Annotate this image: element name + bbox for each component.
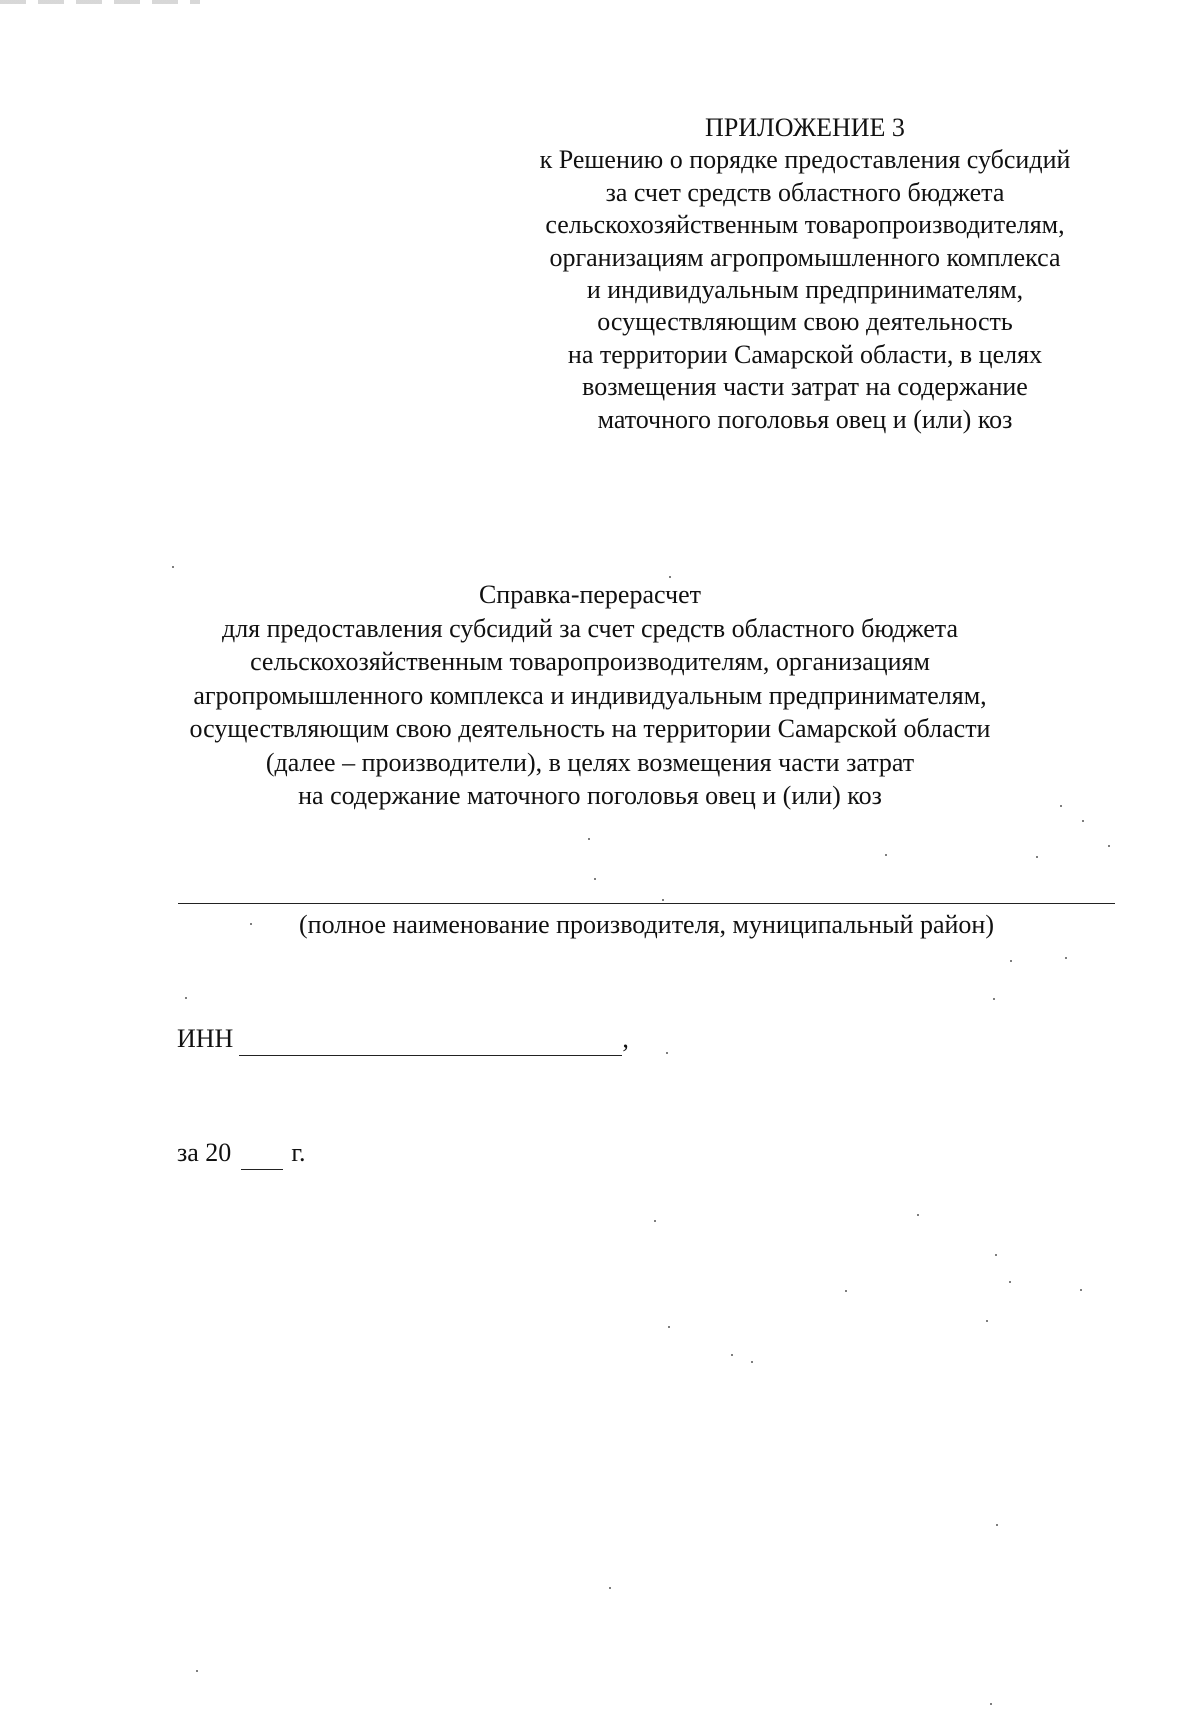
certificate-heading [150,578,1030,813]
scan-speck [172,566,174,568]
certificate-title: Справка-перерасчет [478,580,702,609]
scan-speck [666,1052,668,1054]
certificate-line: для предоставления субсидий за счет средств областного бюджета [221,613,959,643]
year-blank[interactable] [241,1145,283,1170]
scan-speck [751,1361,753,1363]
scan-speck [731,1354,733,1356]
year-prefix: за 20 [177,1138,232,1167]
scan-speck [995,1254,997,1256]
scan-speck [662,899,664,901]
certificate-line: сельскохозяйственным товаропроизводителям, организациям [250,647,930,676]
certificate-line: осуществляющим свою деятельность на территории Самарской области [189,714,991,743]
certificate-line: (далее – производители), в целях возмещения части затрат [265,747,915,777]
scan-speck [1108,845,1110,847]
scan-speck [1009,1281,1011,1283]
scan-speck [917,1214,919,1216]
scan-speck [609,1587,611,1589]
inn-blank[interactable] [239,1031,622,1056]
appendix-line: на территории Самарской области, в целях [567,339,1043,369]
scan-speck [588,838,590,840]
scan-speck [1060,805,1062,807]
scan-speck [986,1320,988,1322]
scan-speck [1065,957,1067,959]
scan-speck [250,923,252,925]
scan-speck [1082,820,1084,822]
appendix-line: осуществляющим свою деятельность [597,307,1013,337]
appendix-title: ПРИЛОЖЕНИЕ 3 [705,113,905,142]
scan-speck [1080,1289,1082,1291]
appendix-line: к Решению о порядке предоставления субсидий [539,145,1071,175]
scan-speck [185,997,187,999]
year-suffix: г. [291,1138,306,1167]
appendix-line: маточного поголовья овец и (или) коз [597,404,1013,434]
scan-speck [845,1290,847,1292]
scan-speck [668,1326,670,1328]
scan-speck [594,878,596,880]
appendix-line: организациям агропромышленного комплекса [549,242,1061,272]
appendix-line: и индивидуальным предпринимателям, [586,275,1024,305]
producer-name-caption: (полное наименование производителя, муниципальный район) [299,910,994,939]
appendix-header [505,112,1105,436]
certificate-line: агропромышленного комплекса и индивидуальным предпринимателям, [193,680,987,710]
scan-speck [1010,960,1012,962]
year-row [177,1136,306,1170]
scan-speck [885,854,887,856]
inn-suffix: , [622,1024,629,1053]
appendix-line: возмещения части затрат на содержание [582,372,1028,402]
scan-artifact [0,0,200,4]
appendix-line: сельскохозяйственным товаропроизводителям, [545,210,1065,240]
scan-speck [669,576,671,578]
producer-name-blank[interactable] [178,903,1115,904]
scan-speck [1036,856,1038,858]
scan-speck [654,1220,656,1222]
scan-speck [196,1670,198,1672]
inn-row [177,1022,629,1056]
certificate-line: на содержание маточного поголовья овец и (или) коз [298,781,882,810]
scan-speck [990,1703,992,1705]
scan-speck [996,1524,998,1526]
scan-speck [993,998,995,1000]
appendix-line: за счет средств областного бюджета [605,177,1005,207]
inn-label: ИНН [177,1024,234,1053]
